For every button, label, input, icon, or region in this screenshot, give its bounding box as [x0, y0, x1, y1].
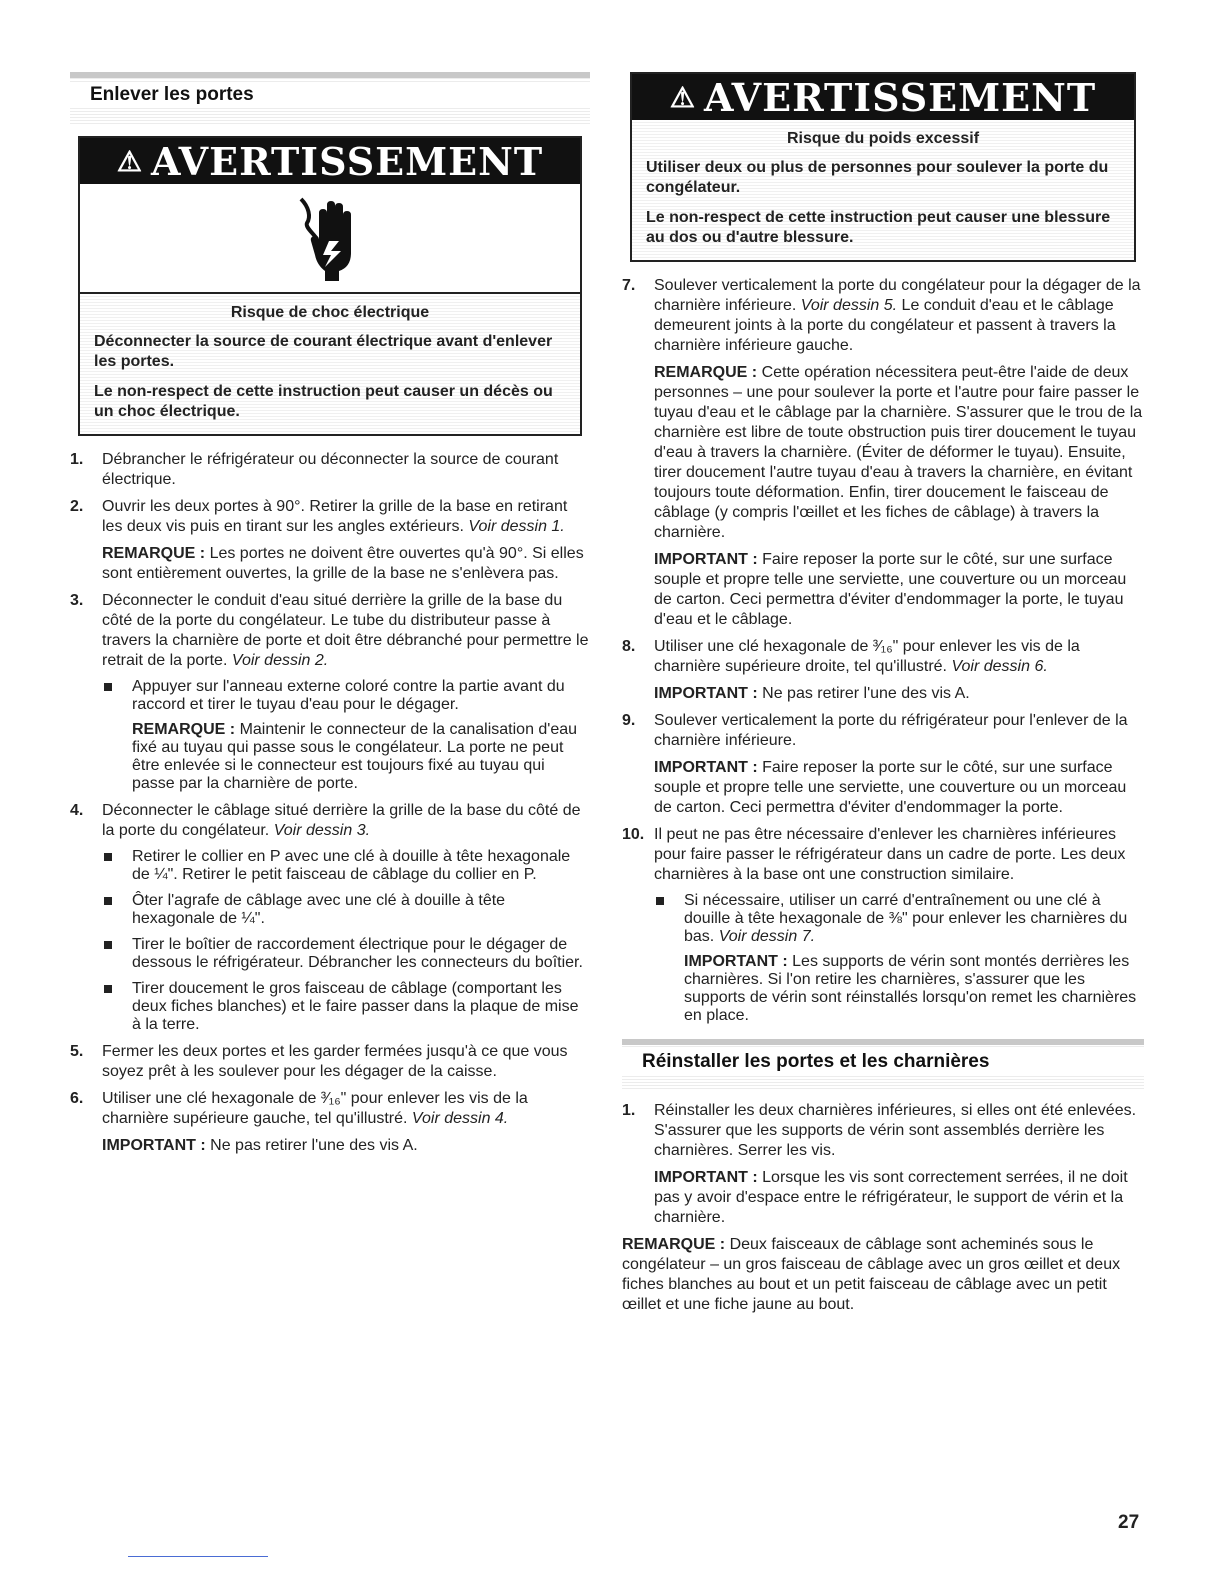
bullet-square-icon — [656, 897, 664, 905]
bullet-item: Retirer le collier en P avec une clé à douille à tête hexagonale de ¼". Retirer le petit faisceau de câblage du collier en P. — [102, 848, 590, 884]
drawing-reference: Voir dessin 5. — [800, 297, 898, 314]
warning-header — [632, 74, 1134, 120]
final-note: REMARQUE : Deux faisceaux de câblage sont acheminés sous le congélateur – un gros faisceau de câblage avec un gros œillet et deux fiches blanches au bout et un petit faisceau de câblage avec un petit œillet et une fiche jaune au bout. — [622, 1236, 1121, 1313]
list-item: 2. Ouvrir les deux portes à 90°. Retirer la grille de la base en retirant les deux vis puis en tirant sur les angles extérieurs. Voir dessin 1. REMARQUE : Les portes ne doivent être ouvertes qu'à 90°. Si elles sont entièrement ouvertes, la grille de la base ne s'enlèvera pas. — [70, 497, 590, 584]
reinstall-steps — [622, 1101, 1144, 1315]
bullet-square-icon — [104, 941, 112, 949]
important-note: IMPORTANT : Les supports de vérin sont montés derrières les charnières. Si l'on retire les charnières, s'assurer que les supports de vérin sont réinstallés lorsqu'on remet les charnières en place. — [684, 953, 1137, 1024]
page-number: 27 — [1118, 1512, 1140, 1533]
section-header — [622, 1039, 1144, 1091]
note: IMPORTANT : Ne pas retirer l'une des vis A. — [102, 1137, 418, 1154]
warning-header-text: AVERTISSEMENT — [150, 138, 544, 184]
bullet-square-icon — [104, 985, 112, 993]
note: REMARQUE : Maintenir le connecteur de la canalisation d'eau fixé au tuyau qui passe sous le congélateur. La porte ne peut être enlevée si le connecteur est toujours fixé au tuyau qui passe par la charnière de porte. — [132, 721, 578, 792]
warning-consequence: Le non-respect de cette instruction peut causer un décès ou un choc électrique. — [94, 383, 553, 420]
list-item: 10. Il peut ne pas être nécessaire d'enlever les charnières inférieures pour faire passer le réfrigérateur dans un cadre de porte. Les deux charnières à la base ont une construction similaire. Si nécessaire, utiliser un carré d'entraînement ou une clé à douille à tête hexagonale de ⅜" pour enlever les charnières du bas. Voir dessin 7. IMPORTANT : Les supports de vérin sont montés derrières les charnières. Si l'on retire les charnières, s'assurer que les supports de vérin sont réinstallés lorsqu'on remet les charnières en place. — [622, 825, 1144, 1025]
warning-triangle-icon: ⚠ — [116, 144, 143, 178]
note: REMARQUE : Cette opération nécessitera peut-être l'aide de deux personnes – une pour soulever la porte et l'autre pour faire passer le tuyau d'eau et le câblage par la charnière. S'assurer que le trou de la charnière est libre de toute obstruction puis tirer doucement le tuyau d'eau à travers la charnière. (Éviter de déformer le tuyau). Ensuite, tirer doucement l'autre tuyau d'eau à travers la charnière, en évitant toujours toute déformation. Enfin, tirer doucement le faisceau de câblage (y compris l'œillet et les fiches de câblage) à travers la charnière. — [654, 364, 1143, 541]
bullet-item: Si nécessaire, utiliser un carré d'entraînement ou une clé à douille à tête hexagonale de ⅜" pour enlever les charnières du bas. Voir dessin 7. IMPORTANT : Les supports de vérin sont montés derrières les charnières. Si l'on retire les charnières, s'assurer que les supports de vérin sont réinstallés lorsqu'on remet les charnières en place. — [654, 892, 1144, 1025]
warning-instruction: Utiliser deux ou plus de personnes pour soulever la porte du congélateur. — [646, 159, 1109, 196]
list-item: 9. Soulever verticalement la porte du réfrigérateur pour l'enlever de la charnière inférieure. IMPORTANT : Faire reposer la porte sur le côté, sur une surface souple et propre telle une serviette, une couverture ou un morceau de carton. Ceci permettra d'éviter d'endommager la porte. — [622, 711, 1144, 818]
bullet-square-icon — [104, 897, 112, 905]
important-note: IMPORTANT : Faire reposer la porte sur le côté, sur une surface souple et propre telle une serviette, une couverture ou un morceau de carton. Ceci permettra d'éviter d'endommager la porte. — [654, 759, 1127, 816]
electric-shock-hand-icon — [295, 193, 365, 283]
section-title: Enlever les portes — [90, 84, 254, 105]
important-note: IMPORTANT : Lorsque les vis sont correctement serrées, il ne doit pas y avoir d'espace entre le réfrigérateur, le support de vérin et la charnière. — [654, 1169, 1128, 1226]
drawing-reference: Voir dessin 6. — [951, 658, 1048, 675]
removal-steps — [70, 450, 590, 1156]
list-item: 6. Utiliser une clé hexagonale de ³⁄₁₆" pour enlever les vis de la charnière supérieure gauche, tel qu'illustré. Voir dessin 4. IMPORTANT : Ne pas retirer l'une des vis A. — [70, 1089, 590, 1156]
left-column — [70, 72, 590, 1163]
drawing-reference: Voir dessin 7. — [718, 928, 816, 945]
list-item: 5. Fermer les deux portes et les garder fermées jusqu'à ce que vous soyez prêt à les soulever pour les dégager de la caisse. — [70, 1043, 568, 1080]
bullet-item: Tirer le boîtier de raccordement électrique pour le dégager de dessous le réfrigérateur. Débrancher les connecteurs du boîtier. — [102, 936, 590, 972]
footer-divider — [128, 1556, 268, 1557]
drawing-reference: Voir dessin 2. — [231, 652, 329, 669]
list-item: 3. Déconnecter le conduit d'eau situé derrière la grille de la base du côté de la porte du congélateur. Le tube du distributeur passe à travers la charnière de porte et doit être débranché pour permettre le retrait de la porte. Voir dessin 2. Appuyer sur l'anneau externe coloré contre la partie avant du raccord et tirer le tuyau d'eau pour le dégager. REMARQUE : Maintenir le connecteur de la canalisation d'eau fixé au tuyau qui passe sous le congélateur. La porte ne peut être enlevée si le connecteur est toujours fixé au tuyau qui passe par la charnière de porte. — [70, 592, 589, 792]
important-note: IMPORTANT : Faire reposer la porte sur le côté, sur une surface souple et propre telle une serviette, une couverture ou un morceau de carton. Ceci permettra d'éviter d'endommager la porte, le tuyau d'eau et le câblage. — [654, 551, 1127, 628]
bullet-item: Appuyer sur l'anneau externe coloré contre la partie avant du raccord et tirer le tuyau d'eau pour le dégager. REMARQUE : Maintenir le connecteur de la canalisation d'eau fixé au tuyau qui passe sous le congélateur. La porte ne peut être enlevée si le connecteur est toujours fixé au tuyau qui passe par la charnière de porte. — [102, 678, 590, 793]
drawing-reference: Voir dessin 3. — [273, 822, 371, 839]
bullet-square-icon — [104, 853, 112, 861]
warning-instruction: Déconnecter la source de courant électrique avant d'enlever les portes. — [94, 333, 553, 370]
warning-title: Risque de choc électrique — [230, 304, 430, 321]
section-title: Réinstaller les portes et les charnières — [642, 1051, 990, 1072]
list-item: 7. Soulever verticalement la porte du congélateur pour la dégager de la charnière inférieure. Voir dessin 5. Le conduit d'eau et le câblage demeurent joints à la porte du congélateur et passent à travers la charnière inférieure gauche. REMARQUE : Cette opération nécessitera peut-être l'aide de deux personnes – une pour soulever la porte et l'autre pour faire passer le tuyau d'eau et le câblage par la charnière. S'assurer que le trou de la charnière est libre de toute obstruction puis tirer doucement le tuyau d'eau à travers la charnière. (Éviter de déformer le tuyau). Ensuite, tirer doucement l'autre tuyau d'eau à travers la charnière, en évitant toujours toute déformation. Enfin, tirer doucement le faisceau de câblage (y compris l'œillet et les fiches de câblage) à travers la charnière. IMPORTANT : Faire reposer la porte sur le côté, sur une surface souple et propre telle une serviette, une couverture ou un morceau de carton. Ceci permettra d'éviter d'endommager la porte, le tuyau d'eau et le câblage. — [622, 277, 1143, 628]
drawing-reference: Voir dessin 1. — [468, 518, 565, 535]
bullet-square-icon — [104, 683, 112, 691]
note: REMARQUE : Les portes ne doivent être ouvertes qu'à 90°. Si elles sont entièrement ouvertes, la grille de la base ne s'enlèvera pas. — [102, 545, 584, 582]
warning-header-text: AVERTISSEMENT — [703, 74, 1097, 120]
removal-steps-continued — [622, 276, 1144, 1025]
weight-warning — [630, 72, 1136, 262]
list-item: 1. Réinstaller les deux charnières inférieures, si elles ont été enlevées. S'assurer que les supports de vérin sont assemblés derrière les charnières. Serrer les vis. IMPORTANT : Lorsque les vis sont correctement serrées, il ne doit pas y avoir d'espace entre le réfrigérateur, le support de vérin et la charnière. — [622, 1101, 1144, 1228]
right-column — [622, 72, 1144, 1322]
electric-shock-warning — [78, 136, 582, 436]
bullet-item: Tirer doucement le gros faisceau de câblage (comportant les deux fiches blanches) et le faire passer dans la plaque de mise à la terre. — [102, 980, 590, 1034]
section-header — [70, 72, 590, 126]
list-item: 8. Utiliser une clé hexagonale de ³⁄₁₆" pour enlever les vis de la charnière supérieure droite, tel qu'illustré. Voir dessin 6. IMPORTANT : Ne pas retirer l'une des vis A. — [622, 637, 1144, 704]
bullet-item: Ôter l'agrafe de câblage avec une clé à douille à tête hexagonale de ¼". — [102, 892, 590, 928]
drawing-reference: Voir dessin 4. — [411, 1110, 509, 1127]
list-item: 4. Déconnecter le câblage situé derrière la grille de la base du côté de la porte du congélateur. Voir dessin 3. Retirer le collier en P avec une clé à douille à tête hexagonale de ¼". Retirer le petit faisceau de câblage du collier en P. Ôter l'agrafe de câblage avec une clé à douille à tête hexagonale de ¼". Tirer le boîtier de raccordement électrique pour le dégager de dessous le réfrigérateur. Débrancher les connecteurs du boîtier. Tirer doucement le gros faisceau de câblage (comportant les deux fiches blanches) et le faire passer dans la plaque de mise à la terre. — [70, 801, 590, 1034]
list-item: 1. Débrancher le réfrigérateur ou déconnecter la source de courant électrique. — [70, 451, 559, 488]
warning-header — [80, 138, 580, 184]
important-note: IMPORTANT : Ne pas retirer l'une des vis A. — [654, 685, 970, 702]
warning-triangle-icon: ⚠ — [669, 80, 696, 114]
warning-title: Risque du poids excessif — [786, 130, 980, 147]
warning-consequence: Le non-respect de cette instruction peut causer une blessure au dos ou d'autre blessure. — [646, 209, 1111, 246]
